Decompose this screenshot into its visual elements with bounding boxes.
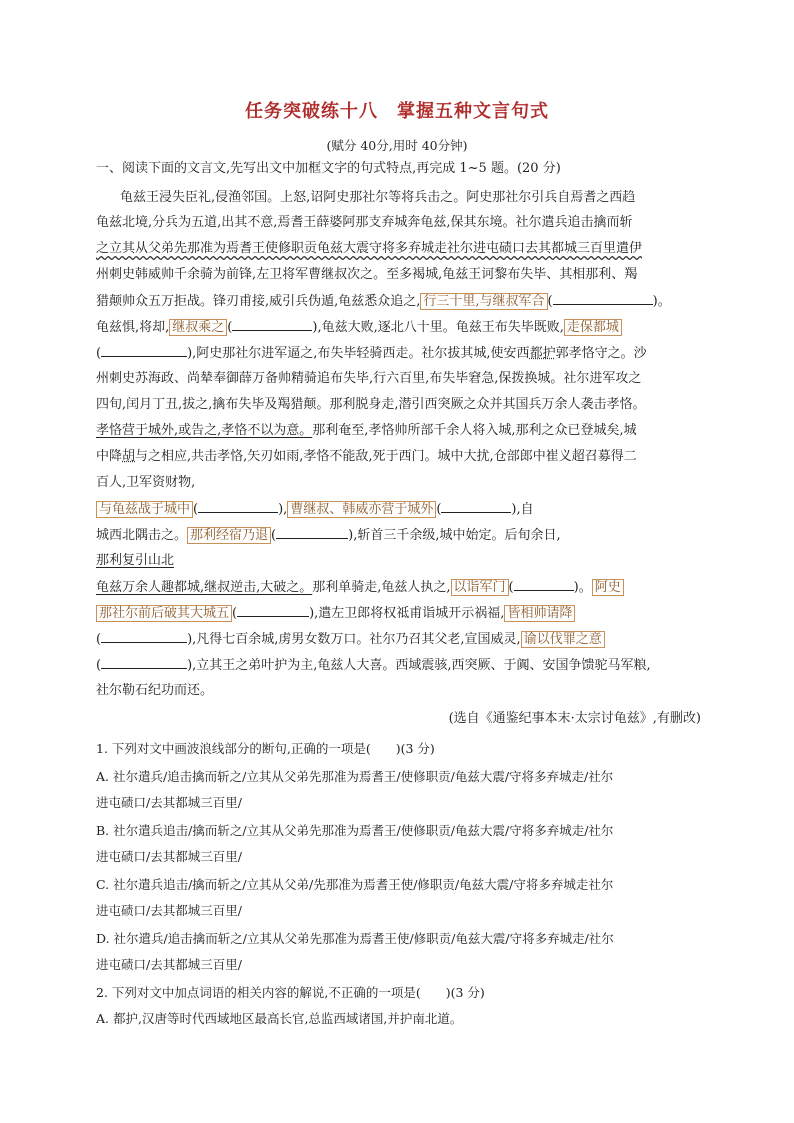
answer-blank[interactable] [514, 578, 574, 591]
question-1-option-b-cont: 进屯碛口/去其都城三百里/ [96, 849, 242, 864]
boxed-phrase: 行三十里,与继叔军合 [420, 293, 547, 310]
passage-text: ,自 [516, 502, 534, 517]
passage-line: 龟兹惧,将却, 继叔乘之 ( ),龟兹大败,逐北八十里。龟兹王布失毕既败, 走保都城 [96, 318, 701, 337]
boxed-phrase: 走保都城 [564, 319, 622, 336]
passage-line [96, 240, 701, 258]
passage-line [96, 214, 701, 232]
boxed-phrase: 谕以伐罪之意 [521, 631, 605, 648]
passage-text: 城西北隅击之。 [96, 528, 188, 543]
passage-text: ,阿史那社尔进军逼之,布失毕轻骑西走。社尔拔其城,使安西 [192, 346, 530, 361]
passage-line: 与龟兹战于城中 ( ), 曹继叔、韩威亦营于城外 ( ),自 [96, 500, 701, 519]
passage-text: 那利单骑走,龟兹人执之, [312, 580, 451, 595]
passage-line: 龟兹王浸失臣礼,侵渔邻国。上怒,诏阿史那社尔等将兵击之。阿史那社尔引兵自焉耆之西趋 [120, 190, 636, 205]
passage-line: 社尔勒石纪功而还。 [96, 683, 214, 698]
passage-line: ( ),阿史那社尔进军逼之,布失毕轻骑西走。社尔拔其城,使安西都护郭孝恪守之。沙 [96, 346, 647, 361]
answer-blank[interactable] [101, 630, 187, 643]
passage-line: 龟兹万余人趣都城,继叔逆击,大破之。那利单骑走,龟兹人执之, 以诣军门 ( )。 阿史 [96, 578, 701, 597]
underlined-sentence: 那利复引山北 [96, 553, 175, 568]
passage-line: ( ),凡得七百余城,虏男女数万口。社尔乃召其父老,宣国威灵, 谕以伐罪之意 [96, 630, 701, 649]
answer-blank[interactable] [198, 500, 278, 513]
boxed-phrase: 阿史 [592, 579, 624, 596]
passage-text: 。 [657, 294, 671, 309]
question-1-option-c[interactable]: C. 社尔遣兵追击/擒而斩之/立其从父弟/先那准为焉耆王使/修职贡/龟兹大震/守将多弃城走社尔 [96, 877, 614, 892]
boxed-phrase: 与龟兹战于城中 [96, 501, 193, 518]
question-1-option-a-cont: 进屯碛口/去其都城三百里/ [96, 795, 242, 810]
boxed-phrase: 继叔乘之 [169, 319, 227, 336]
question-2-stem: 2. 下列对文中加点词语的相关内容的解说,不正确的一项是( )(3 分) [96, 985, 485, 1000]
passage-text: 龟兹北境,分兵为五道,出其不意,焉耆王薛婆阿那支弃城奔龟兹,保其东境。社尔遣兵追击擒而斩 [96, 215, 633, 230]
question-1-option-d[interactable]: D. 社尔遣兵/追击擒而斩之/立其从父弟先那准为焉耆王使/修职贡/龟兹大震/守将多弃城走/社尔 [96, 931, 614, 946]
passage-line: 城西北隅击之。 那利经宿乃退 ( ),斩首三千余级,城中始定。后旬余日, [96, 528, 561, 543]
dotted-term: 胡 [122, 449, 136, 464]
answer-blank[interactable] [441, 500, 511, 513]
answer-blank[interactable] [237, 604, 309, 617]
passage-text: ,遣左卫郎将权祗甫诣城开示祸福, [314, 606, 505, 621]
section-instruction: 一、阅读下面的文言文,先写出文中加框文字的句式特点,再完成 1~5 题。(20 分) [96, 161, 561, 176]
passage-line: 州刺史韩威帅千余骑为前锋,左卫将军曹继叔次之。至多褐城,龟兹王诃黎布失毕、其相那利、羯 [96, 267, 638, 282]
question-2-option-a[interactable]: A. 都护,汉唐等时代西域地区最高长官,总监西域诸国,并护南北道。 [96, 1011, 463, 1026]
dotted-term: 都护 [529, 346, 556, 361]
passage-text: 那利奄至,孝恪帅所部千余人将入城,那利之众已登城矣,城 [312, 423, 637, 438]
passage-text: 郭孝恪守之。沙 [555, 346, 647, 361]
passage-text: 。 [578, 580, 592, 595]
answer-blank[interactable] [232, 318, 312, 331]
passage-text: ,凡得七百余城,虏男女数万口。社尔乃召其父老,宣国威灵, [192, 632, 521, 647]
passage-line: 猎颠帅众五万拒战。锋刃甫接,威引兵伪遁,龟兹悉众追之, 行三十里,与继叔军合 ( )。 [96, 294, 671, 309]
passage-line: 那社尔前后破其大城五 ( ),遣左卫郎将权祗甫诣城开示祸福, 皆相帅请降 [96, 604, 701, 623]
question-1-option-b[interactable]: B. 社尔遣兵追击/擒而斩之/立其从父弟先那准为焉耆王/使修职贡/龟兹大震/守将多弃城走/社尔 [96, 823, 614, 838]
answer-blank[interactable] [101, 344, 187, 357]
passage-line: 州刺史苏海政、尚辇奉御薛万备帅精骑追布失毕,行六百里,布失毕窘急,保拨换城。社尔进军攻之 [96, 371, 642, 386]
passage-text: 百人,卫军资财物, [96, 475, 196, 490]
score-time-note: (赋分 40分,用时 40分钟) [326, 138, 468, 153]
boxed-phrase: 曹继叔、韩威亦营于城外 [287, 501, 436, 518]
question-1-option-a[interactable]: A. 社尔遣兵/追击擒而斩之/立其从父弟先那准为焉耆王/使修职贡/龟兹大震/守将多弃城走/社尔 [96, 769, 614, 784]
passage-line [96, 422, 701, 440]
passage-text: ,斩首三千余级,城中始定。后旬余日, [353, 528, 561, 543]
boxed-phrase: 以诣军门 [451, 579, 509, 596]
passage-line [96, 474, 701, 492]
underlined-sentence: 孝恪营于城外,或告之,孝恪不以为意。 [96, 423, 313, 438]
answer-blank[interactable] [276, 526, 348, 539]
question-1-stem: 1. 下列对文中画波浪线部分的断句,正确的一项是( )(3 分) [96, 741, 435, 756]
answer-blank[interactable] [101, 656, 187, 669]
underlined-sentence: 龟兹万余人趣都城,继叔逆击,大破之。 [96, 580, 313, 595]
passage-line: ( ),立其王之弟叶护为主,龟兹人大喜。西域震骇,西突厥、于阗、安国争馈驼马军粮, [96, 658, 651, 673]
question-1-option-c-cont: 进屯碛口/去其都城三百里/ [96, 903, 242, 918]
source-citation: (选自《通鉴纪事本末·太宗讨龟兹》,有删改) [448, 711, 701, 726]
wavy-underlined-text: 之立其从父弟先那准为焉耆王使修职贡龟兹大震守将多弃城走社尔进屯碛口去其都城三百里遣伊 [96, 241, 643, 256]
passage-text: , [283, 502, 288, 517]
boxed-phrase: 那社尔前后破其大城五 [96, 605, 232, 622]
passage-text: 与之相应,共击孝恪,矢刃如雨,孝恪不能敌,死于西门。城中大扰,仓部郎中崔义超召募得二 [135, 449, 637, 464]
passage-text: ,龟兹大败,逐北八十里。龟兹王布失毕既败, [317, 320, 564, 335]
boxed-phrase: 那利经宿乃退 [187, 527, 271, 544]
passage-line: 四旬,闰月丁丑,拔之,擒布失毕及羯猎颠。那利脱身走,潜引西突厥之众并其国兵万余人袭击孝恪。 [96, 397, 646, 412]
passage-line [96, 448, 701, 466]
question-1-option-d-cont: 进屯碛口/去其都城三百里/ [96, 957, 242, 972]
passage-text: 龟兹惧,将却, [96, 320, 170, 335]
answer-blank[interactable] [553, 292, 653, 305]
passage-line [96, 552, 701, 570]
passage-text: 中降 [96, 449, 123, 464]
passage-text: 猎颠帅众五万拒战。锋刃甫接,威引兵伪遁,龟兹悉众追之, [96, 294, 421, 309]
boxed-phrase: 皆相帅请降 [504, 605, 575, 622]
passage-text: ,立其王之弟叶护为主,龟兹人大喜。西域震骇,西突厥、于阗、安国争馈驼马军粮, [192, 658, 651, 673]
page-title: 任务突破练十八 掌握五种文言句式 [245, 101, 549, 122]
